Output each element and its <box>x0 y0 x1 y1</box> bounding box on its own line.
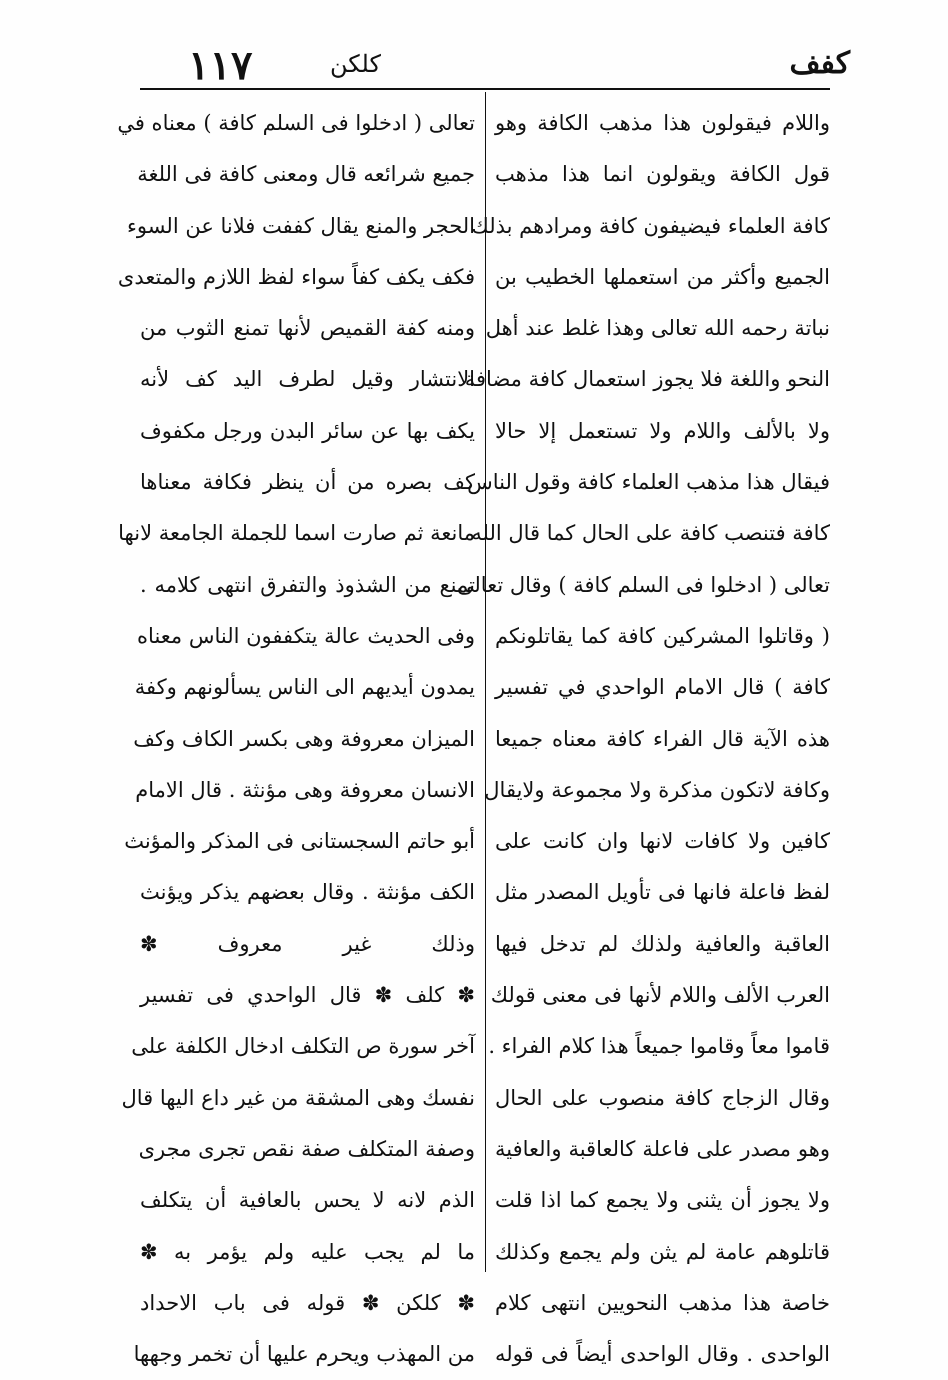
text-line: ✽ كلكن ✽ قوله فى باب الاحداد <box>140 1290 475 1315</box>
text-line: قاتلوهم عامة لم يثن ولم يجمع وكذلك <box>495 1239 830 1264</box>
column-divider <box>485 92 486 1272</box>
text-line: تمنع من الشذوذ والتفرق انتهى كلامه . <box>140 572 475 597</box>
text-line: الكف مؤنثة . وقال بعضهم يذكر ويؤنث <box>140 880 475 905</box>
page-number: ١١٧ <box>188 42 253 89</box>
text-line: جميع شرائعه قال ومعنى كافة فى اللغة <box>137 162 475 187</box>
text-line: قول الكافة ويقولون انما هذا مذهب <box>495 162 830 187</box>
text-line: الجميع وأكثر من استعملها الخطيب بن <box>495 264 830 289</box>
text-line: الحجر والمنع يقال كففت فلانا عن السوء <box>126 213 475 238</box>
text-line: فيقال هذا مذهب العلماء كافة وقول الناس <box>467 470 830 495</box>
text-line: أبو حاتم السجستانى فى المذكر والمؤنث <box>124 829 475 854</box>
text-line: ولا يجوز أن يثنى ولا يجمع كما اذا قلت <box>495 1188 830 1213</box>
text-line: ✽ كلف ✽ قال الواحدي فى تفسير <box>140 983 475 1008</box>
text-line: النحو واللغة فلا يجوز استعمال كافة مضافة <box>464 367 830 392</box>
running-head-right: كفف <box>789 46 850 81</box>
left-column <box>117 98 475 1380</box>
text-line: العاقبة والعافية ولذلك لم تدخل فيها <box>495 931 830 956</box>
page-header <box>140 38 850 88</box>
text-line: من المهذب ويحرم عليها أن تخمر وجهها <box>133 1342 475 1367</box>
text-line: لفظ فاعلة فانها فى تأويل المصدر مثل <box>495 880 830 905</box>
header-rule <box>140 88 830 90</box>
text-line: تعالى ( ادخلوا فى السلم كافة ) معناه في <box>117 111 475 135</box>
text-line: كافة فتنصب كافة على الحال كما قال الله <box>471 521 830 546</box>
text-line: كافين ولا كافات لانها وان كانت على <box>495 829 830 854</box>
text-line: فكف يكف كفاً سواء لفظ اللازم والمتعدى <box>117 264 475 289</box>
text-line: وقال الزجاج كافة منصوب على الحال <box>495 1085 830 1110</box>
text-line: يكف بها عن سائر البدن ورجل مكفوف <box>140 418 475 443</box>
text-line: ما لم يجب عليه ولم يؤمر به ✽ <box>140 1239 475 1264</box>
text-line: الميزان معروفة وهى بكسر الكاف وكف <box>133 726 475 751</box>
text-line: وفى الحديث عالة يتكففون الناس معناه <box>137 623 475 648</box>
text-line: تعالى ( ادخلوا فى السلم كافة ) وقال تعالى <box>456 572 830 597</box>
text-line: مانعة ثم صارت اسما للجملة الجامعة لانها <box>118 521 475 546</box>
text-line: قاموا معاً وقاموا جميعاً هذا كلام الفراء . <box>488 1034 830 1059</box>
text-line: وكافة لاتكون مذكرة ولا مجموعة ولايقال <box>484 777 830 802</box>
text-line: كافة ) قال الامام الواحدي في تفسير <box>495 675 830 700</box>
text-line: كف بصره من أن ينظر فكافة معناها <box>140 470 475 495</box>
text-line: الواحدى . وقال الواحدى أيضاً فى قوله <box>495 1342 830 1367</box>
text-line: نفسك وهى المشقة من غير داع اليها قال <box>121 1085 475 1110</box>
text-line: كافة العلماء فيضيفون كافة ومرادهم بذلك <box>471 213 830 238</box>
right-column <box>456 98 830 1380</box>
text-line: ولا بالألف واللام ولا تستعمل إلا حالا <box>495 418 830 443</box>
text-line: الانتشار وقيل لطرف اليد كف لأنه <box>140 367 475 392</box>
text-line: الذم لانه لا يحس بالعافية أن يتكلف <box>140 1188 475 1213</box>
text-line: العرب الألف واللام لأنها فى معنى قولك <box>490 983 830 1008</box>
text-line: هذه الآية قال الفراء كافة معناه جميعا <box>495 726 830 751</box>
text-line: آخر سورة ص التكلف ادخال الكلفة على <box>131 1034 475 1059</box>
text-line: ( وقاتلوا المشركين كافة كما يقاتلونكم <box>495 623 830 648</box>
text-line: ومنه كفة القميص لأنها تمنع الثوب من <box>140 316 475 341</box>
text-line: واللام فيقولون هذا مذهب الكافة وهو <box>495 111 830 135</box>
text-line: وذلك غير معروف ✽ <box>140 931 475 956</box>
text-line: خاصة هذا مذهب النحويين انتهى كلام <box>495 1290 830 1315</box>
text-line: وهو مصدر على فاعلة كالعاقبة والعافية <box>495 1136 830 1161</box>
text-line: الانسان معروفة وهى مؤنثة . قال الامام <box>135 777 475 802</box>
text-line: وصفة المتكلف صفة نقص تجرى مجرى <box>138 1136 475 1161</box>
text-line: نباتة رحمه الله تعالى وهذا غلط عند أهل <box>485 316 830 341</box>
running-head-left: كلكن <box>330 50 381 78</box>
text-line: يمدون أيديهم الى الناس يسألونهم وكفة <box>134 675 475 700</box>
